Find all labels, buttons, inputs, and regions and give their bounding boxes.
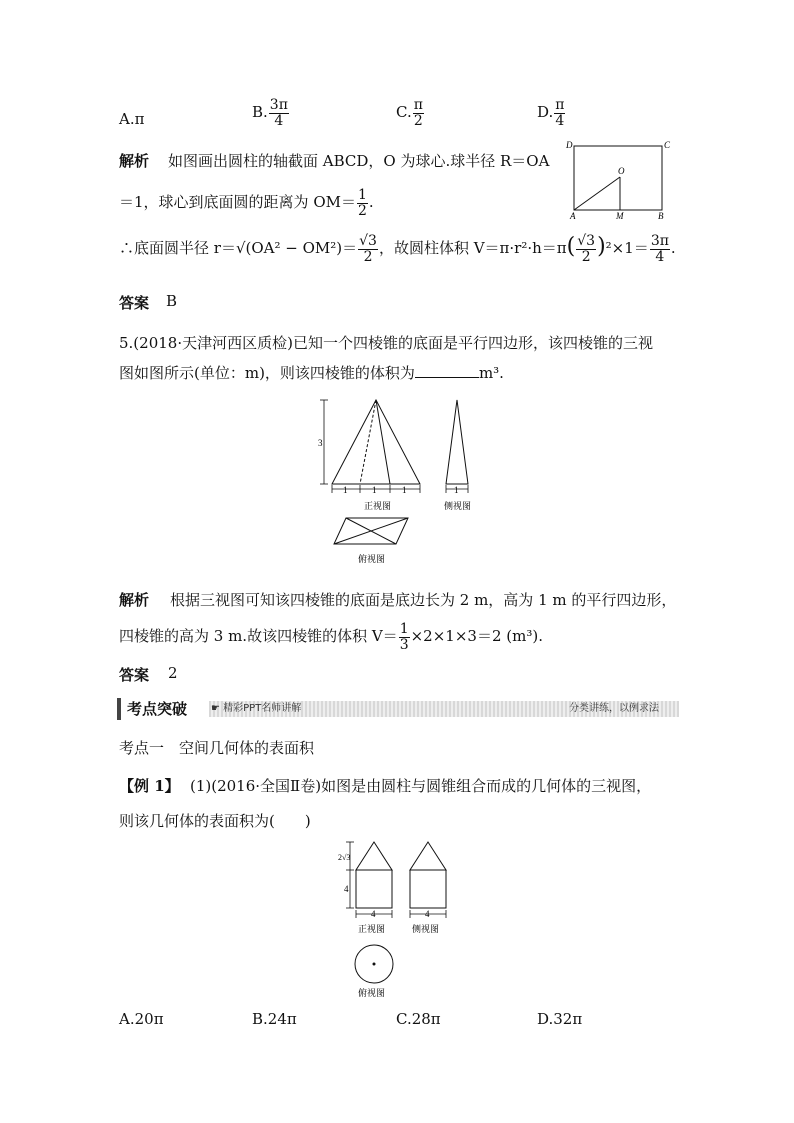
front-view <box>332 400 420 484</box>
example-option-b: B.24π <box>252 1010 297 1028</box>
option-b: B. $\frac{3\pi}{4}$ <box>252 97 288 129</box>
axial-section-figure <box>564 138 676 220</box>
label-c: C <box>664 140 671 150</box>
option-a: A.π <box>119 110 145 128</box>
side-view-label: 侧视图 <box>444 501 472 511</box>
dim-2root3: 2√3 <box>338 853 351 862</box>
front-label: 正视图 <box>358 924 386 934</box>
label-a: A <box>570 211 576 220</box>
q5-solution-line2: 四棱锥的高为 3 m.故该四棱锥的体积 V＝ $\frac{1}{3}$ ×2×1×3＝2 (m³). <box>119 621 543 653</box>
solution-line2: ＝1，球心到底面圆的距离为 OM＝ $\frac{1}{2}$ . <box>119 187 374 219</box>
example-option-c: C.28π <box>396 1010 441 1028</box>
q5-solution-label: 解析 <box>119 591 150 609</box>
answer-blank <box>415 363 479 378</box>
option-d: D. $\frac{\pi}{4}$ <box>537 97 565 129</box>
banner-title: 考点突破 <box>117 698 209 720</box>
pyramid-three-views <box>312 396 488 568</box>
option-c: C. $\frac{\pi}{2}$ <box>396 97 423 129</box>
side-view <box>446 400 468 484</box>
dim-1b: 1 <box>372 485 377 495</box>
cylinder-cone-three-views <box>336 836 460 1002</box>
solution-line3: ∴底面圆半径 r＝√(OA² − OM²)＝ $\frac{√3}{2}$ ，故圆柱体积 V＝π·r²·h＝π( $\frac{√3}{2}$ )²×1＝ $\frac{3\pi}{4}$ . <box>119 233 676 265</box>
q5-stem1: 5.(2018·天津河西区质检)已知一个四棱锥的底面是平行四边形，该四棱锥的三视 <box>119 334 653 352</box>
q5-stem2: 图如图所示(单位：m)，则该四棱锥的体积为 m³. <box>119 364 504 382</box>
dim-side: 1 <box>454 485 459 495</box>
answer-value: B <box>166 292 178 310</box>
top-label: 俯视图 <box>358 988 386 998</box>
front-cone <box>356 842 392 870</box>
solution-line1: 如图画出圆柱的轴截面 ABCD，O 为球心.球半径 R＝OA <box>168 152 550 170</box>
example-stem2: 则该几何体的表面积为( ) <box>119 812 311 830</box>
side-cylinder <box>410 870 446 908</box>
q5-answer-value: 2 <box>168 664 178 682</box>
label-d: D <box>566 140 573 150</box>
banner-right-text: 分类讲练，以例求法 <box>569 703 659 714</box>
example-label: 【例 1】 <box>119 777 180 795</box>
example-option-a: A.20π <box>119 1010 164 1028</box>
dim-4-height: 4 <box>344 884 349 894</box>
dim-4-side: 4 <box>425 909 430 919</box>
top-view-label: 俯视图 <box>358 554 386 564</box>
top-center-dot <box>373 963 376 966</box>
q5-answer-label: 答案 <box>119 666 150 684</box>
section-banner <box>117 698 679 720</box>
segment-oa <box>574 177 620 210</box>
answer-label: 答案 <box>119 294 150 312</box>
q5-solution-line1: 根据三视图可知该四棱锥的底面是底边长为 2 m，高为 1 m 的平行四边形， <box>170 591 677 609</box>
front-view-label: 正视图 <box>364 501 392 511</box>
front-cylinder <box>356 870 392 908</box>
dim-1a: 1 <box>343 485 348 495</box>
topic-heading: 考点一 空间几何体的表面积 <box>119 739 315 757</box>
label-b: B <box>658 211 664 220</box>
example-stem1: (1)(2016·全国Ⅱ卷)如图是由圆柱与圆锥组合而成的几何体的三视图， <box>190 777 652 795</box>
dim-height: 3 <box>318 438 323 448</box>
side-cone <box>410 842 446 870</box>
dim-4-front: 4 <box>371 909 376 919</box>
label-m: M <box>616 211 624 220</box>
example-option-d: D.32π <box>537 1010 583 1028</box>
side-label: 侧视图 <box>412 924 440 934</box>
label-o: O <box>618 166 625 176</box>
solution-label: 解析 <box>119 152 150 170</box>
dim-1c: 1 <box>402 485 407 495</box>
banner-subtitle: ☛ 精彩PPT名师讲解 <box>211 703 302 714</box>
